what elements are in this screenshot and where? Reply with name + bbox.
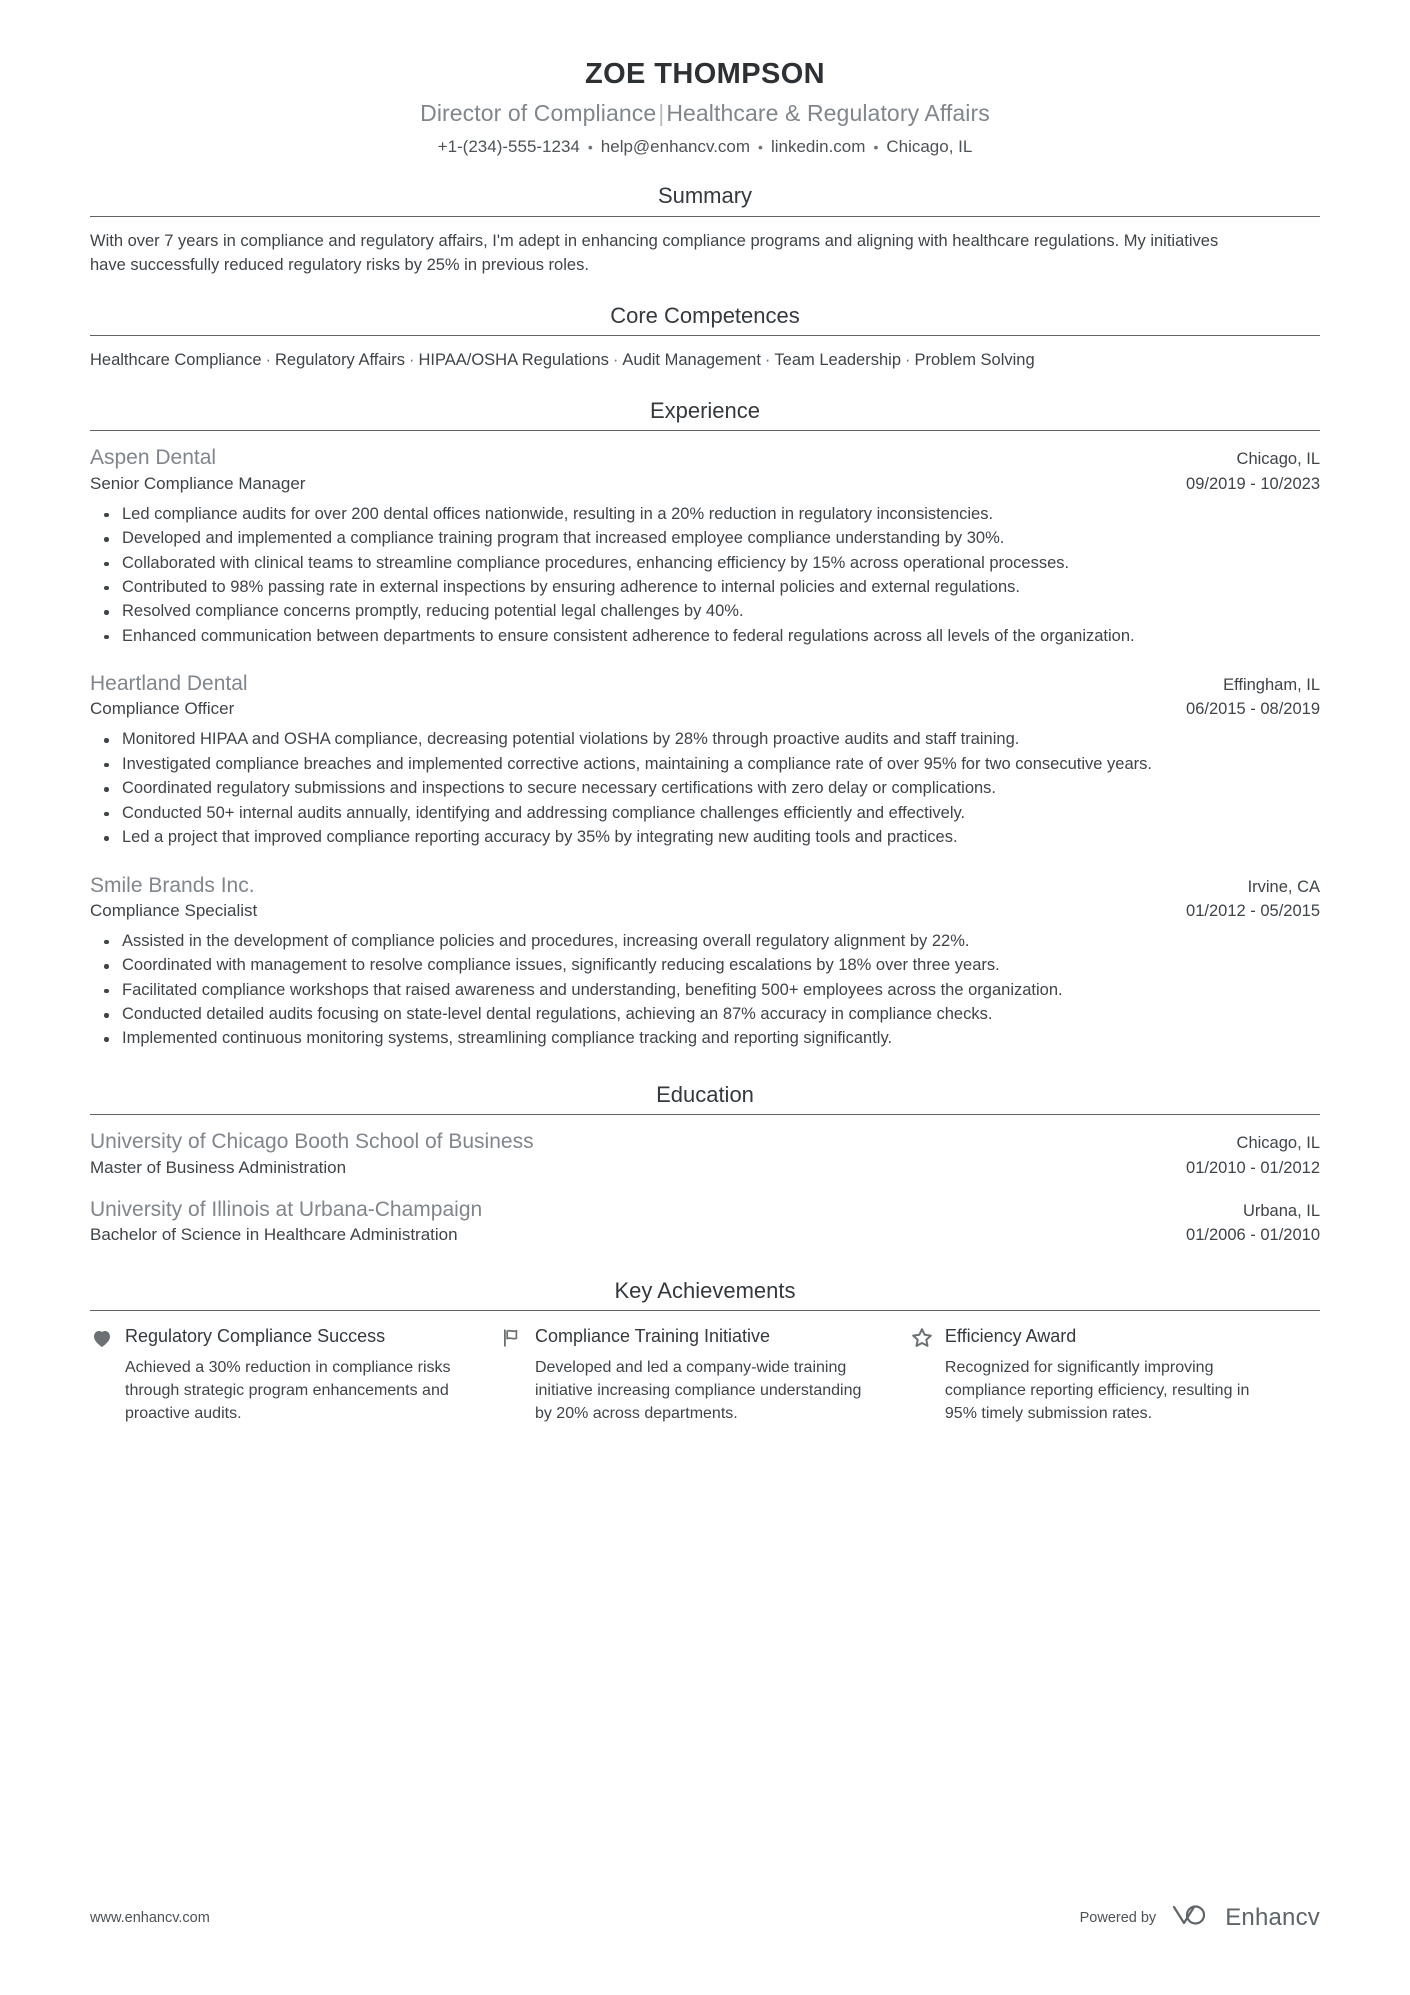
key-achievement-title: Efficiency Award <box>944 1326 1077 1347</box>
core-competences-list <box>90 349 1320 373</box>
section-summary <box>90 182 1320 277</box>
key-achievement-item <box>500 1325 910 1425</box>
experience-location: Effingham, IL <box>1223 676 1320 695</box>
key-achievement-item <box>90 1325 500 1425</box>
experience-entry-header <box>90 872 1320 899</box>
key-achievement-description: Developed and led a company-wide training initiative increasing compliance understanding by 20% across departments. <box>534 1359 862 1422</box>
experience-dates: 06/2015 - 08/2019 <box>1186 700 1320 719</box>
experience-entries <box>90 431 1320 1050</box>
education-entry-header <box>90 1196 1320 1223</box>
contact-linkedin[interactable]: linkedin.com <box>770 137 866 157</box>
education-dates: 01/2006 - 01/2010 <box>1186 1225 1320 1244</box>
experience-role: Compliance Officer <box>90 699 235 719</box>
contact-separator-dot-icon: • <box>587 139 593 156</box>
enhancv-wordmark: Enhancv <box>1225 1903 1320 1931</box>
competence-item: Regulatory Affairs <box>275 351 405 369</box>
experience-bullet: Assisted in the development of compliance policies and procedures, increasing overall regulatory alignment by 22%. <box>122 930 1320 953</box>
education-school: University of Illinois at Urbana-Champaign <box>90 1197 483 1221</box>
experience-entry-subheader <box>90 698 1320 721</box>
experience-bullet: Implemented continuous monitoring systems, streamlining compliance tracking and reporting significantly. <box>122 1027 1320 1050</box>
competence-separator-icon: · <box>612 351 619 369</box>
education-degree: Master of Business Administration <box>90 1157 347 1177</box>
competence-separator-icon: · <box>764 351 771 369</box>
key-achievements-list <box>90 1311 1320 1425</box>
headline-divider-icon: | <box>658 100 665 127</box>
footer-website-link[interactable]: www.enhancv.com <box>90 1909 210 1926</box>
experience-bullet: Facilitated compliance workshops that raised awareness and understanding, benefiting 500+ employees across the organization. <box>122 979 1320 1002</box>
experience-entry <box>90 670 1320 849</box>
enhancv-brand <box>1170 1902 1320 1933</box>
headline-specialty: Healthcare & Regulatory Affairs <box>666 100 990 127</box>
section-title-key-achievements: Key Achievements <box>614 1277 796 1303</box>
education-entry-header <box>90 1128 1320 1155</box>
education-entry-subheader <box>90 1157 1320 1180</box>
competence-item: Team Leadership <box>774 351 901 369</box>
education-location: Chicago, IL <box>1236 1134 1320 1153</box>
education-school: University of Chicago Booth School of Business <box>90 1130 534 1154</box>
enhancv-logo-icon <box>1170 1902 1216 1933</box>
experience-bullet: Conducted 50+ internal audits annually, identifying and addressing compliance challenges efficiently and effectively. <box>122 802 1320 825</box>
section-title-summary: Summary <box>657 183 753 209</box>
experience-bullet-list <box>90 728 1320 849</box>
experience-location: Chicago, IL <box>1236 450 1320 469</box>
key-achievement-description: Achieved a 30% reduction in compliance risks through strategic program enhancements and proactive audits. <box>125 1359 451 1422</box>
contact-line <box>90 136 1320 158</box>
key-achievement-header <box>500 1325 874 1350</box>
experience-dates: 01/2012 - 05/2015 <box>1186 901 1320 920</box>
experience-dates: 09/2019 - 10/2023 <box>1186 474 1320 493</box>
experience-bullet: Led compliance audits for over 200 dental offices nationwide, resulting in a 20% reduction in regulatory inconsistencies. <box>122 503 1320 526</box>
experience-bullet-list <box>90 503 1320 649</box>
contact-email[interactable]: help@enhancv.com <box>600 137 751 157</box>
experience-bullet: Coordinated regulatory submissions and inspections to secure necessary certifications with zero delay or complications. <box>122 777 1320 800</box>
experience-company: Aspen Dental <box>90 446 217 470</box>
flag-icon <box>500 1326 524 1350</box>
education-entries <box>90 1115 1320 1246</box>
contact-separator-dot-icon: • <box>758 139 763 156</box>
section-title-core-competences: Core Competences <box>610 302 800 328</box>
competence-item: Audit Management <box>622 351 761 369</box>
experience-bullet: Developed and implemented a compliance training program that increased employee compliance understanding by 30%. <box>122 527 1320 550</box>
experience-bullet: Enhanced communication between departments to ensure consistent adherence to federal regulations across all levels of the organization. <box>122 625 1320 648</box>
experience-bullet-list <box>90 930 1320 1051</box>
education-entry-subheader <box>90 1224 1320 1247</box>
experience-entry <box>90 444 1320 648</box>
competence-item: Problem Solving <box>914 351 1035 369</box>
education-dates: 01/2010 - 01/2012 <box>1186 1158 1320 1177</box>
education-entry <box>90 1196 1320 1247</box>
section-title-experience: Experience <box>649 397 761 423</box>
section-title-education: Education <box>656 1081 754 1107</box>
experience-entry-subheader <box>90 900 1320 923</box>
education-entry <box>90 1128 1320 1179</box>
experience-entry-subheader <box>90 473 1320 496</box>
experience-bullet: Collaborated with clinical teams to streamline compliance procedures, enhancing efficiency by 15% across operational processes. <box>122 552 1320 575</box>
competence-separator-icon: · <box>905 351 911 369</box>
section-core-competences <box>90 302 1320 373</box>
experience-bullet: Monitored HIPAA and OSHA compliance, decreasing potential violations by 28% through proactive audits and staff training. <box>122 728 1320 751</box>
star-icon <box>910 1326 934 1350</box>
key-achievement-description: Recognized for significantly improving compliance reporting efficiency, resulting in 95% timely submission rates. <box>944 1359 1250 1422</box>
experience-role: Compliance Specialist <box>90 900 258 920</box>
experience-entry <box>90 872 1320 1051</box>
contact-location: Chicago, IL <box>886 137 973 157</box>
education-location: Urbana, IL <box>1242 1201 1320 1220</box>
heart-icon <box>90 1326 114 1350</box>
candidate-name: ZOE THOMPSON <box>584 58 826 90</box>
key-achievement-item <box>910 1325 1320 1425</box>
section-education <box>90 1081 1320 1247</box>
key-achievement-title: Compliance Training Initiative <box>534 1326 771 1347</box>
experience-bullet: Conducted detailed audits focusing on state-level dental regulations, achieving an 87% accuracy in compliance checks. <box>122 1003 1320 1026</box>
resume-footer <box>90 1902 1320 1933</box>
headline-title: Director of Compliance <box>420 100 657 127</box>
experience-bullet: Resolved compliance concerns promptly, reducing potential legal challenges by 40%. <box>122 600 1320 623</box>
experience-entry-header <box>90 444 1320 471</box>
experience-bullet: Coordinated with management to resolve compliance issues, significantly reducing escalations by 18% over three years. <box>122 954 1320 977</box>
experience-location: Irvine, CA <box>1247 877 1320 896</box>
key-achievement-header <box>90 1325 464 1350</box>
experience-company: Heartland Dental <box>90 672 248 696</box>
footer-branding <box>1080 1902 1320 1933</box>
resume-header <box>90 0 1320 158</box>
experience-bullet: Contributed to 98% passing rate in external inspections by ensuring adherence to internal policies and external regulations. <box>122 576 1320 599</box>
experience-role: Senior Compliance Manager <box>90 473 306 493</box>
contact-separator-dot-icon: • <box>873 139 879 156</box>
competence-item: HIPAA/OSHA Regulations <box>418 351 609 369</box>
section-key-achievements <box>90 1277 1320 1426</box>
section-experience <box>90 397 1320 1051</box>
candidate-headline <box>90 100 1320 128</box>
education-degree: Bachelor of Science in Healthcare Administration <box>90 1224 458 1244</box>
experience-bullet: Investigated compliance breaches and implemented corrective actions, maintaining a compliance rate of over 95% for two consecutive years. <box>122 753 1320 776</box>
key-achievement-header <box>910 1325 1284 1350</box>
powered-by-label: Powered by <box>1079 1909 1157 1926</box>
experience-bullet: Led a project that improved compliance reporting accuracy by 35% by integrating new auditing tools and practices. <box>122 826 1320 849</box>
experience-entry-header <box>90 670 1320 697</box>
competence-separator-icon: · <box>408 351 415 369</box>
summary-text: With over 7 years in compliance and regulatory affairs, I'm adept in enhancing compliance programs and aligning with healthcare regulations. My initiatives have successfully reduced regulatory risks by 25% in previous roles. <box>90 231 1219 274</box>
competence-separator-icon: · <box>265 351 272 369</box>
contact-phone: +1-(234)-555-1234 <box>437 137 580 157</box>
competence-item: Healthcare Compliance <box>90 351 262 369</box>
key-achievement-title: Regulatory Compliance Success <box>125 1326 386 1347</box>
experience-company: Smile Brands Inc. <box>90 873 255 897</box>
